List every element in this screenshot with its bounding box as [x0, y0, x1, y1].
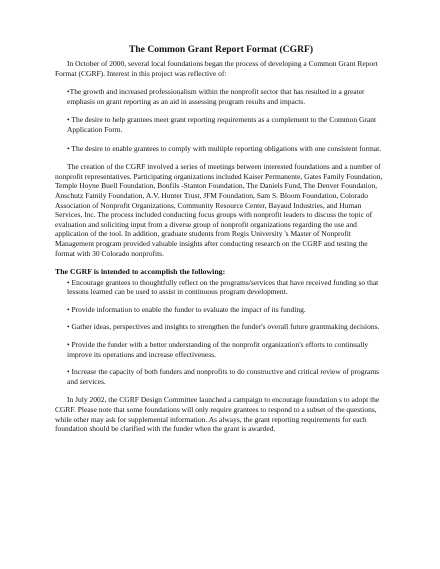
reflective-list — [55, 87, 387, 153]
intended-heading: The CGRF is intended to accomplish the following: — [55, 267, 226, 277]
reflective-bullet: • The desire to enable grantees to comply with multiple reporting obligations with one consistent format. — [67, 143, 382, 153]
intended-list — [55, 278, 387, 387]
closing-paragraph: In July 2002, the CGRF Design Committee launched a campaign to encourage foundation s to adopt the CGRF. Please note that some foundations will only require grantees to respond to a subset of the questions, while other may ask for supplemental information. As always, the grant reporting requirements for each foundation should be clarified with the funder when the grant is awarded. — [55, 395, 380, 434]
intended-bullet: • Gather ideas, perspectives and insights to strengthen the funder's overall future grantmaking decisions. — [67, 322, 380, 332]
intro-paragraph: In October of 2000, several local foundations began the process of developing a Common Grant Report Format (CGRF). Interest in this project was reflective of: — [55, 59, 378, 78]
creation-paragraph: The creation of the CGRF involved a series of meetings between interested foundations and a number of nonprofit representatives. Participating organizations included Kaiser Permanente, Gates Family Foundation, Temple Hoyne Buell Foundation, Bonfils -Stanton Foundation, The Daniels Fund, The Denver Foundation, Anschutz Family Foundation, A.V. Hunter Trust, JFM Foundation, Sam S. Bloom Foundation, Colorado Association of Nonprofit Organizations, Community Resource Center, Bayaud Industries, and Human Services, Inc. The process included conducting focus groups with nonprofit leaders to discuss the topic of evaluation and soliciting input from a diverse group of nonprofit organizations regarding the use and application of the tool. In addition, graduate students from Regis University 's Master of Nonprofit Management program provided valuable insights after conducting research on the CGRF and testing the format with 30 Colorado nonprofits. — [55, 162, 383, 258]
reflective-bullet: • The desire to help grantees meet grant reporting requirements as a complement to the Common Grant Application Form. — [67, 115, 377, 134]
reflective-bullet: •The growth and increased professionalism within the nonprofit sector that has resulted in a greater emphasis on grant reporting as an aid in assessing program results and impacts. — [67, 87, 365, 106]
intended-bullet: • Provide the funder with a better understanding of the nonprofit organization's efforts to continually improve its operations and increase effectiveness. — [67, 340, 369, 359]
intended-bullet: • Encourage grantees to thoughtfully reflect on the programs/services that have received funding so that lessons learned can be used to assist in continuous program development. — [67, 277, 379, 297]
document-title: The Common Grant Report Format (CGRF) — [128, 44, 314, 55]
intended-bullet: • Increase the capacity of both funders and nonprofits to do constructive and critical review of programs and services. — [67, 367, 380, 386]
intended-bullet: • Provide information to enable the funder to evaluate the impact of its funding. — [67, 304, 306, 314]
